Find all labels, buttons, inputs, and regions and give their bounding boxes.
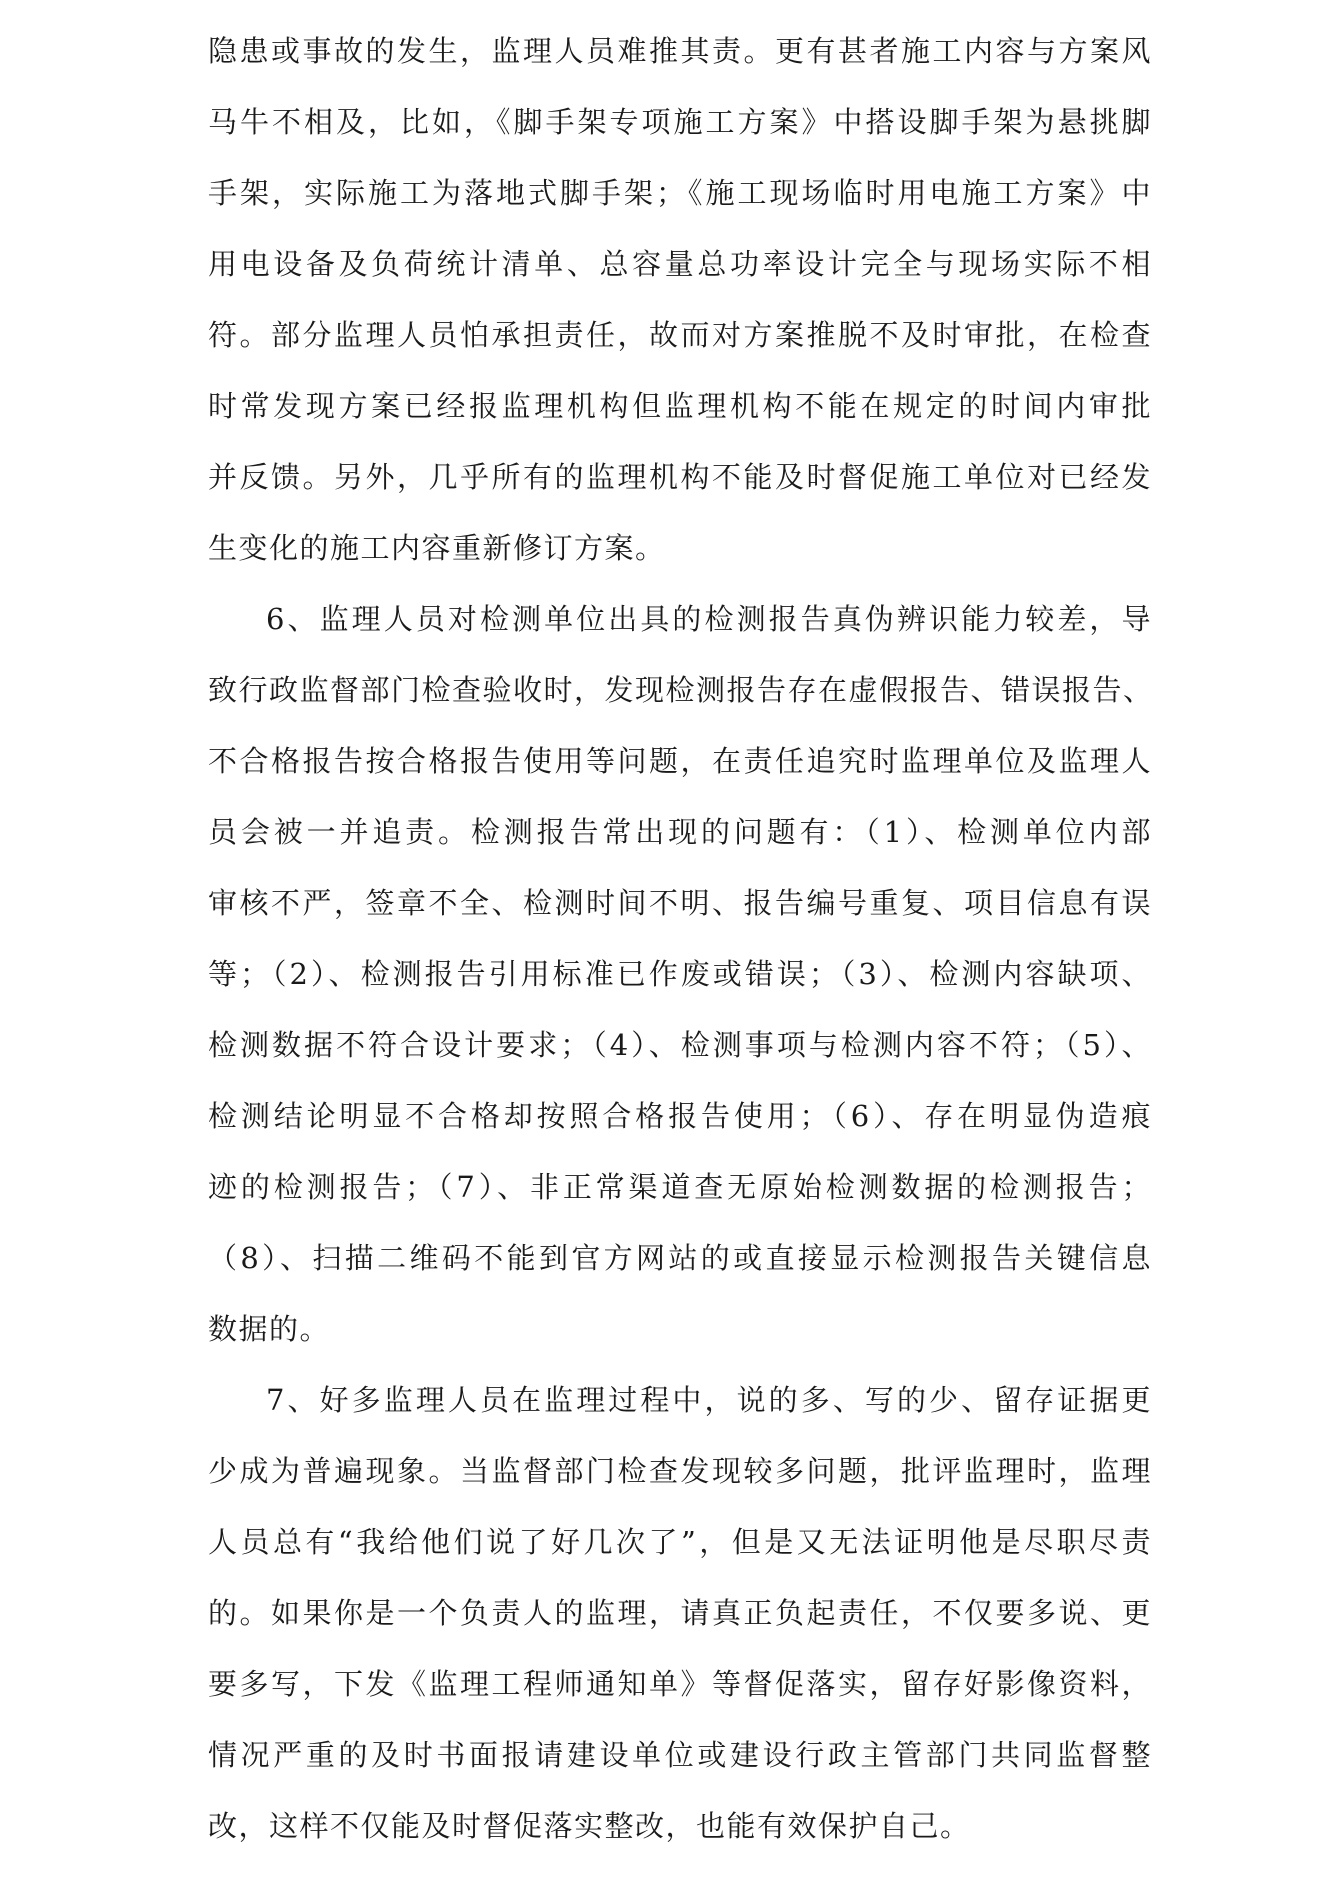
text-line: 手架，实际施工为落地式脚手架；《施工现场临时用电施工方案》中 — [208, 176, 1152, 210]
text-line: 情况严重的及时书面报请建设单位或建设行政主管部门共同监督整 — [208, 1738, 1152, 1772]
text-line: 要多写，下发《监理工程师通知单》等督促落实，留存好影像资料， — [208, 1667, 1152, 1701]
text-line: （8）、扫描二维码不能到官方网站的或直接显示检测报告关键信息 — [208, 1241, 1152, 1275]
paragraph-5-tail — [208, 16, 1152, 584]
text-line: 并反馈。另外，几乎所有的监理机构不能及时督促施工单位对已经发 — [208, 460, 1152, 494]
paragraph-7 — [208, 1365, 1152, 1862]
text-line: 等；（2）、检测报告引用标准已作废或错误；（3）、检测内容缺项、 — [208, 957, 1152, 991]
text-line: 致行政监督部门检查验收时，发现检测报告存在虚假报告、错误报告、 — [208, 673, 1154, 707]
text-line: 迹的检测报告；（7）、非正常渠道查无原始检测数据的检测报告； — [208, 1170, 1152, 1204]
text-line: 符。部分监理人员怕承担责任，故而对方案推脱不及时审批，在检查 — [208, 318, 1152, 352]
text-line: 的。如果你是一个负责人的监理，请真正负起责任，不仅要多说、更 — [208, 1596, 1152, 1630]
text-line: 不合格报告按合格报告使用等问题，在责任追究时监理单位及监理人 — [208, 744, 1152, 778]
text-line: 7、好多监理人员在监理过程中，说的多、写的少、留存证据更 — [266, 1383, 1152, 1417]
text-line: 马牛不相及，比如，《脚手架专项施工方案》中搭设脚手架为悬挑脚 — [208, 105, 1152, 139]
text-line: 数据的。 — [208, 1312, 331, 1346]
paragraph-6 — [208, 584, 1152, 1365]
text-line: 用电设备及负荷统计清单、总容量总功率设计完全与现场实际不相 — [208, 247, 1152, 281]
text-line: 生变化的施工内容重新修订方案。 — [208, 531, 666, 565]
text-line: 人员总有“我给他们说了好几次了”，但是又无法证明他是尽职尽责 — [208, 1525, 1152, 1559]
text-line: 检测数据不符合设计要求；（4）、检测事项与检测内容不符；（5）、 — [208, 1028, 1152, 1062]
text-line: 检测结论明显不合格却按照合格报告使用；（6）、存在明显伪造痕 — [208, 1099, 1152, 1133]
text-line: 少成为普遍现象。当监督部门检查发现较多问题，批评监理时，监理 — [208, 1454, 1152, 1488]
text-line: 6、监理人员对检测单位出具的检测报告真伪辨识能力较差，导 — [266, 602, 1152, 636]
text-line: 员会被一并追责。检测报告常出现的问题有：（1）、检测单位内部 — [208, 815, 1152, 849]
text-line: 时常发现方案已经报监理机构但监理机构不能在规定的时间内审批 — [208, 389, 1152, 423]
document-body — [208, 16, 1152, 1862]
text-line: 隐患或事故的发生，监理人员难推其责。更有甚者施工内容与方案风 — [208, 34, 1152, 68]
text-line: 审核不严，签章不全、检测时间不明、报告编号重复、项目信息有误 — [208, 886, 1152, 920]
text-line: 改，这样不仅能及时督促落实整改，也能有效保护自己。 — [208, 1809, 971, 1843]
